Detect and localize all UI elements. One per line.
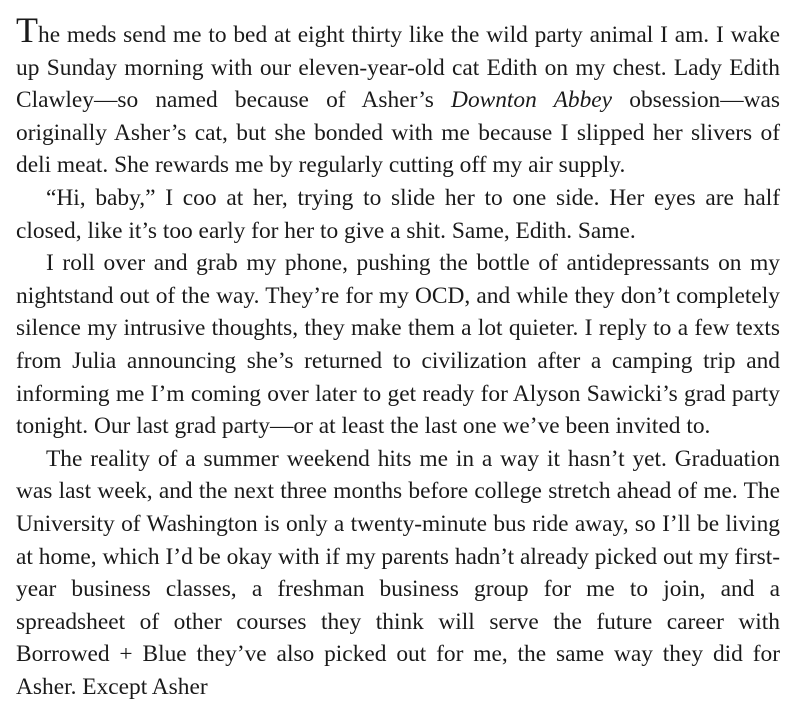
book-title-italic: Downton Abbey: [451, 87, 613, 114]
paragraph-1-text-after: obsession—was originally Asher’s cat, but she bonded with me because I slipped her slivers of deli meat. She rewards me by regularly cutting off my air supply.: [16, 87, 780, 179]
paragraph-4: The reality of a summer weekend hits me in a way it hasn’t yet. Graduation was last week, and the next three months before college stretch ahead of me. The University of Washington is only a twenty-minute bus ride away, so I’ll be living at home, which I’d be okay with if my parents hadn’t already picked out my first-year business classes, a freshman business group for me to join, and a spreadsheet of other courses they think will serve the future career with Borrowed + Blue they’ve also picked out for me, the same way they did for Asher. Except Asher: [16, 445, 780, 700]
paragraph-2: “Hi, baby,” I coo at her, trying to slide her to one side. Her eyes are half closed, like it’s too early for her to give a shit. Same, Edith. Same.: [16, 184, 780, 244]
drop-cap: T: [16, 10, 38, 50]
book-page: [16, 12, 780, 703]
paragraph-1-text: he meds send me to bed at eight thirty like the wild party animal I am. I wake up Sunday morning with our eleven-year-old cat Edith on my chest. Lady Edith Clawley—so named because of Asher’s: [16, 22, 780, 114]
paragraph-3: I roll over and grab my phone, pushing the bottle of antidepressants on my nightstand out of the way. They’re for my OCD, and while they don’t completely silence my intrusive thoughts, they make them a lot quieter. I reply to a few texts from Julia announcing she’s returned to civilization after a camping trip and informing me I’m coming over later to get ready for Alyson Sawicki’s grad party tonight. Our last grad party—or at least the last one we’ve been invited to.: [16, 250, 780, 440]
paragraph-1: [16, 12, 780, 182]
